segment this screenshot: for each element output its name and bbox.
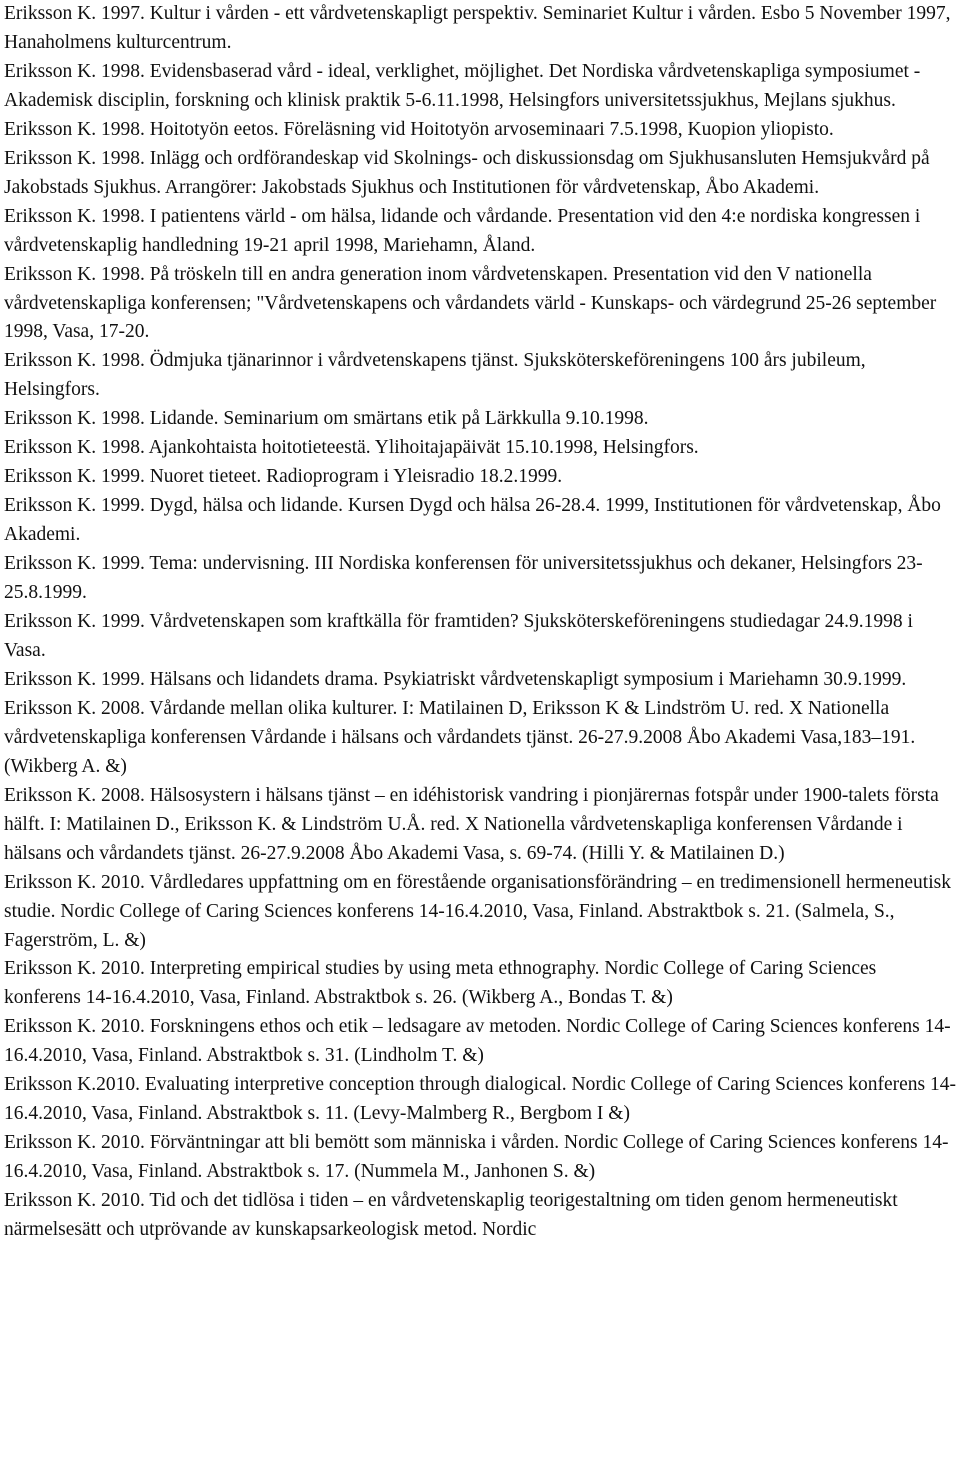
- reference-entry: Eriksson K. 1998. Evidensbaserad vård - ideal, verklighet, möjlighet. Det Nordiska vårdvetenskapliga symposiumet - Akademisk disciplin, forskning och klinisk praktik 5-6.11.1998, Helsingfors universitetssjukhus, Mejlans sjukhus.: [4, 60, 921, 111]
- reference-entry: Eriksson K. 1999. Tema: undervisning. III Nordiska konferensen för universitetssjukhus och dekaner, Helsingfors 23-25.8.1999.: [4, 553, 923, 604]
- reference-entry: Eriksson K. 2008. Vårdande mellan olika kulturer. I: Matilainen D, Eriksson K & Lindström U. red. X Nationella vårdvetenskapliga konferensen Vårdande i hälsans och vårdandets tjänst. 26-27.9.2008 Åbo Akademi Vasa,183–191. (Wikberg A. &): [4, 697, 916, 777]
- reference-entry: Eriksson K. 2010. Förväntningar att bli bemött som människa i vården. Nordic College of Caring Sciences konferens 14-16.4.2010, Vasa, Finland. Abstraktbok s. 17. (Nummela M., Janhonen S. &): [4, 1132, 949, 1183]
- reference-entry: Eriksson K. 1997. Kultur i vården - ett vårdvetenskapligt perspektiv. Seminariet Kultur i vården. Esbo 5 November 1997, Hanaholmens kulturcentrum.: [4, 3, 951, 53]
- reference-entry: Eriksson K. 1998. Ödmjuka tjänarinnor i vårdvetenskapens tjänst. Sjuksköterskeföreningens 100 års jubileum, Helsingfors.: [4, 350, 866, 401]
- reference-entry: Eriksson K. 1998. På tröskeln till en andra generation inom vårdvetenskapen. Presentation vid den V nationella vårdvetenskapliga konferensen; "Vårdvetenskapens och vårdandets värld - Kunskaps- och värdegrund 25-26 september 1998, Vasa, 17-20.: [4, 263, 937, 343]
- reference-entry: Eriksson K. 1999. Hälsans och lidandets drama. Psykiatriskt vårdvetenskapligt symposium i Mariehamn 30.9.1999.: [4, 668, 907, 690]
- reference-entry: Eriksson K.2010. Evaluating interpretive conception through dialogical. Nordic College of Caring Sciences konferens 14-16.4.2010, Vasa, Finland. Abstraktbok s. 11. (Levy-Malmberg R., Bergbom I &): [4, 1074, 956, 1125]
- reference-entry: Eriksson K. 2010. Forskningens ethos och etik – ledsagare av metoden. Nordic College of Caring Sciences konferens 14-16.4.2010, Vasa, Finland. Abstraktbok s. 31. (Lindholm T. &): [4, 1016, 951, 1067]
- reference-entry: Eriksson K. 1998. I patientens värld - om hälsa, lidande och vårdande. Presentation vid den 4:e nordiska kongressen i vårdvetenskaplig handledning 19-21 april 1998, Mariehamn, Åland.: [4, 205, 921, 256]
- reference-entry: Eriksson K. 1998. Inlägg och ordförandeskap vid Skolnings- och diskussionsdag om Sjukhusansluten Hemsjukvård på Jakobstads Sjukhus. Arrangörer: Jakobstads Sjukhus och Institutionen för vårdvetenskap, Åbo Akademi.: [4, 147, 930, 198]
- reference-entry: Eriksson K. 2008. Hälsosystern i hälsans tjänst – en idéhistorisk vandring i pionjärernas fotspår under 1900-talets första hälft. I: Matilainen D., Eriksson K. & Lindström U.Å. red. X Nationella vårdvetenskapliga konferensen Vårdande i hälsans och vårdandets tjänst. 26-27.9.2008 Åbo Akademi Vasa, s. 69-74. (Hilli Y. & Matilainen D.): [4, 784, 939, 864]
- reference-entry: Eriksson K. 2010. Vårdledares uppfattning om en förestående organisationsförändring – en tredimensionell hermeneutisk studie. Nordic College of Caring Sciences konferens 14-16.4.2010, Vasa, Finland. Abstraktbok s. 21. (Salmela, S., Fagerström, L. &): [4, 871, 951, 951]
- reference-entry: Eriksson K. 1999. Vårdvetenskapen som kraftkälla för framtiden? Sjuksköterskeföreningens studiedagar 24.9.1998 i Vasa.: [4, 611, 913, 661]
- reference-entry: Eriksson K. 2010. Interpreting empirical studies by using meta ethnography. Nordic College of Caring Sciences konferens 14-16.4.2010, Vasa, Finland. Abstraktbok s. 26. (Wikberg A., Bondas T. &): [4, 958, 877, 1009]
- reference-entry: Eriksson K. 1998. Ajankohtaista hoitotieteestä. Ylihoitajapäivät 15.10.1998, Helsingfors.: [4, 437, 699, 459]
- reference-entry: Eriksson K. 1998. Lidande. Seminarium om smärtans etik på Lärkkulla 9.10.1998.: [4, 408, 649, 430]
- reference-entry: Eriksson K. 2010. Tid och det tidlösa i tiden – en vårdvetenskaplig teorigestaltning om tiden genom hermeneutiskt närmelsesätt och utprövande av kunskapsarkeologisk metod. Nordic: [4, 1190, 898, 1241]
- reference-entry: Eriksson K. 1998. Hoitotyön eetos. Föreläsning vid Hoitotyön arvoseminaari 7.5.1998, Kuopion yliopisto.: [4, 118, 834, 140]
- reference-entry: Eriksson K. 1999. Nuoret tieteet. Radioprogram i Yleisradio 18.2.1999.: [4, 466, 563, 488]
- reference-entry: Eriksson K. 1999. Dygd, hälsa och lidande. Kursen Dygd och hälsa 26-28.4. 1999, Institutionen för vårdvetenskap, Åbo Akademi.: [4, 495, 941, 546]
